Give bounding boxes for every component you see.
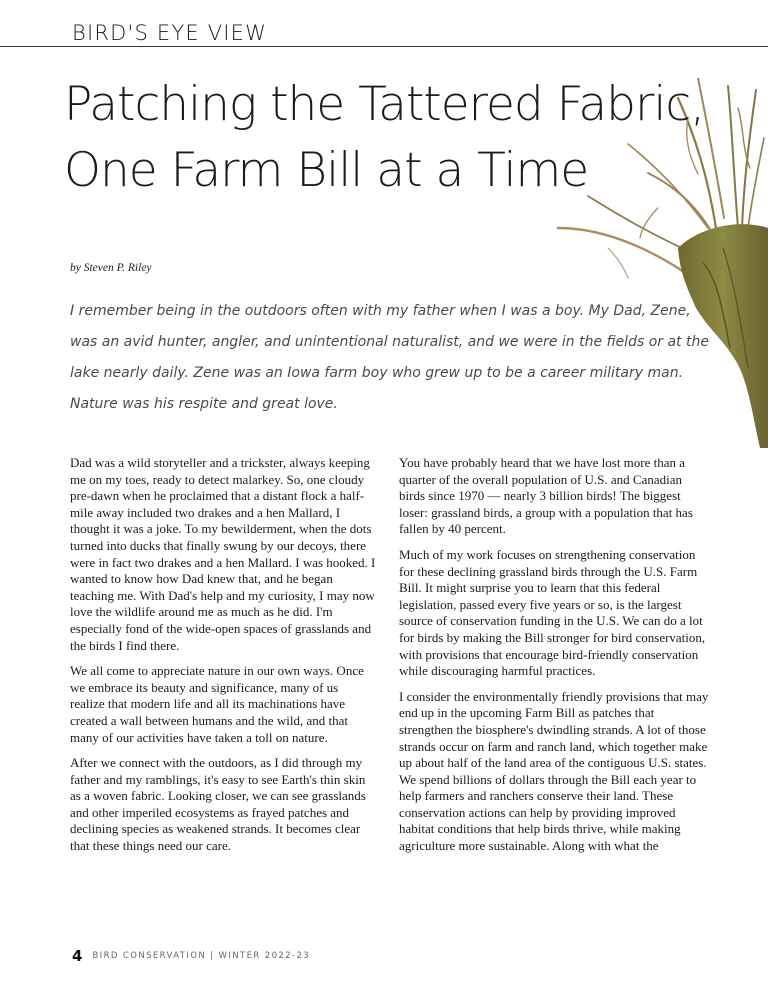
title-line-2: One Farm Bill at a Time: [64, 143, 589, 198]
byline: by Steven P. Riley: [70, 262, 152, 274]
title-line-1: Patching the Tattered Fabric,: [64, 77, 705, 132]
header-rule: [0, 46, 768, 47]
article-title: [64, 72, 754, 204]
intro-paragraph: I remember being in the outdoors often with my father when I was a boy. My Dad, Zene, was an avid hunter, angler, and unintentional naturalist, and we were in the fields or at the lake nearly daily. Zene was an Iowa farm boy who grew up to be a career military man. Nature was his respite and great love.: [70, 303, 709, 412]
left-column: [70, 455, 376, 864]
body-paragraph: We all come to appreciate nature in our own ways. Once we embrace its beauty and significance, many of us realize that modern life and all its machinations have created a wall between humans and the wild, and that many of our activities have taken a toll on nature.: [70, 663, 364, 745]
body-paragraph: After we connect with the outdoors, as I did through my father and my ramblings, it's easy to see Earth's thin skin as a woven fabric. Looking closer, we can see grasslands and other imperiled ecosystems as frayed patches and declining species as weakened strands. It becomes clear that these things need our care.: [70, 755, 366, 854]
body-paragraph: Dad was a wild storyteller and a trickster, always keeping me on my toes, ready to detect malarkey. So, one cloudy pre-dawn when he proclaimed that a distant flock a half-mile away included two drakes and a hen Mallard, I thought it was a joke. To my bewilderment, when the dots turned into ducks that finally swung by our decoys, there were in fact two drakes and a hen Mallard. I was hooked. I wanted to know how Dad knew that, and he began teaching me. With Dad's help and my curiosity, I may now love the wildlife around me as much as he did. I'm especially fond of the wide-open spaces of grasslands and the birds I find there.: [70, 455, 376, 653]
body-paragraph: I consider the environmentally friendly provisions that may end up in the upcoming Farm Bill as patches that strengthen the biosphere's dwindling strands. A lot of those strands occur on farm and ranch land, which together make up about half of the land area of the contiguous U.S. states. We spend billions of dollars through the Bill each year to help farmers and ranchers conserve their land. These conservation actions can help by providing improved habitat conditions that help birds thrive, while making agriculture more sustainable. Along with what the: [399, 688, 709, 854]
body-paragraph: Much of my work focuses on strengthening conservation for these declining grassland birds through the U.S. Farm Bill. It might surprise you to learn that this federal legislation, passed every five years or so, is the largest source of conservation funding in the U.S. We can do a lot for birds by making the Bill stronger for bird conservation, with provisions that encourage bird-friendly conservation while discouraging harmful practices.: [399, 546, 706, 679]
body-paragraph: You have probably heard that we have lost more than a quarter of the overall population of U.S. and Canadian birds since 1970 — nearly 3 billion birds! The biggest loser: grassland birds, a group with a population that has fallen by 40 percent.: [399, 455, 693, 537]
page-footer: [72, 947, 310, 965]
right-column: [399, 455, 709, 864]
publication-info: BIRD CONSERVATION | WINTER 2022-23: [92, 951, 311, 961]
page-number: 4: [72, 947, 83, 965]
section-label: BIRD'S EYE VIEW: [72, 21, 268, 45]
